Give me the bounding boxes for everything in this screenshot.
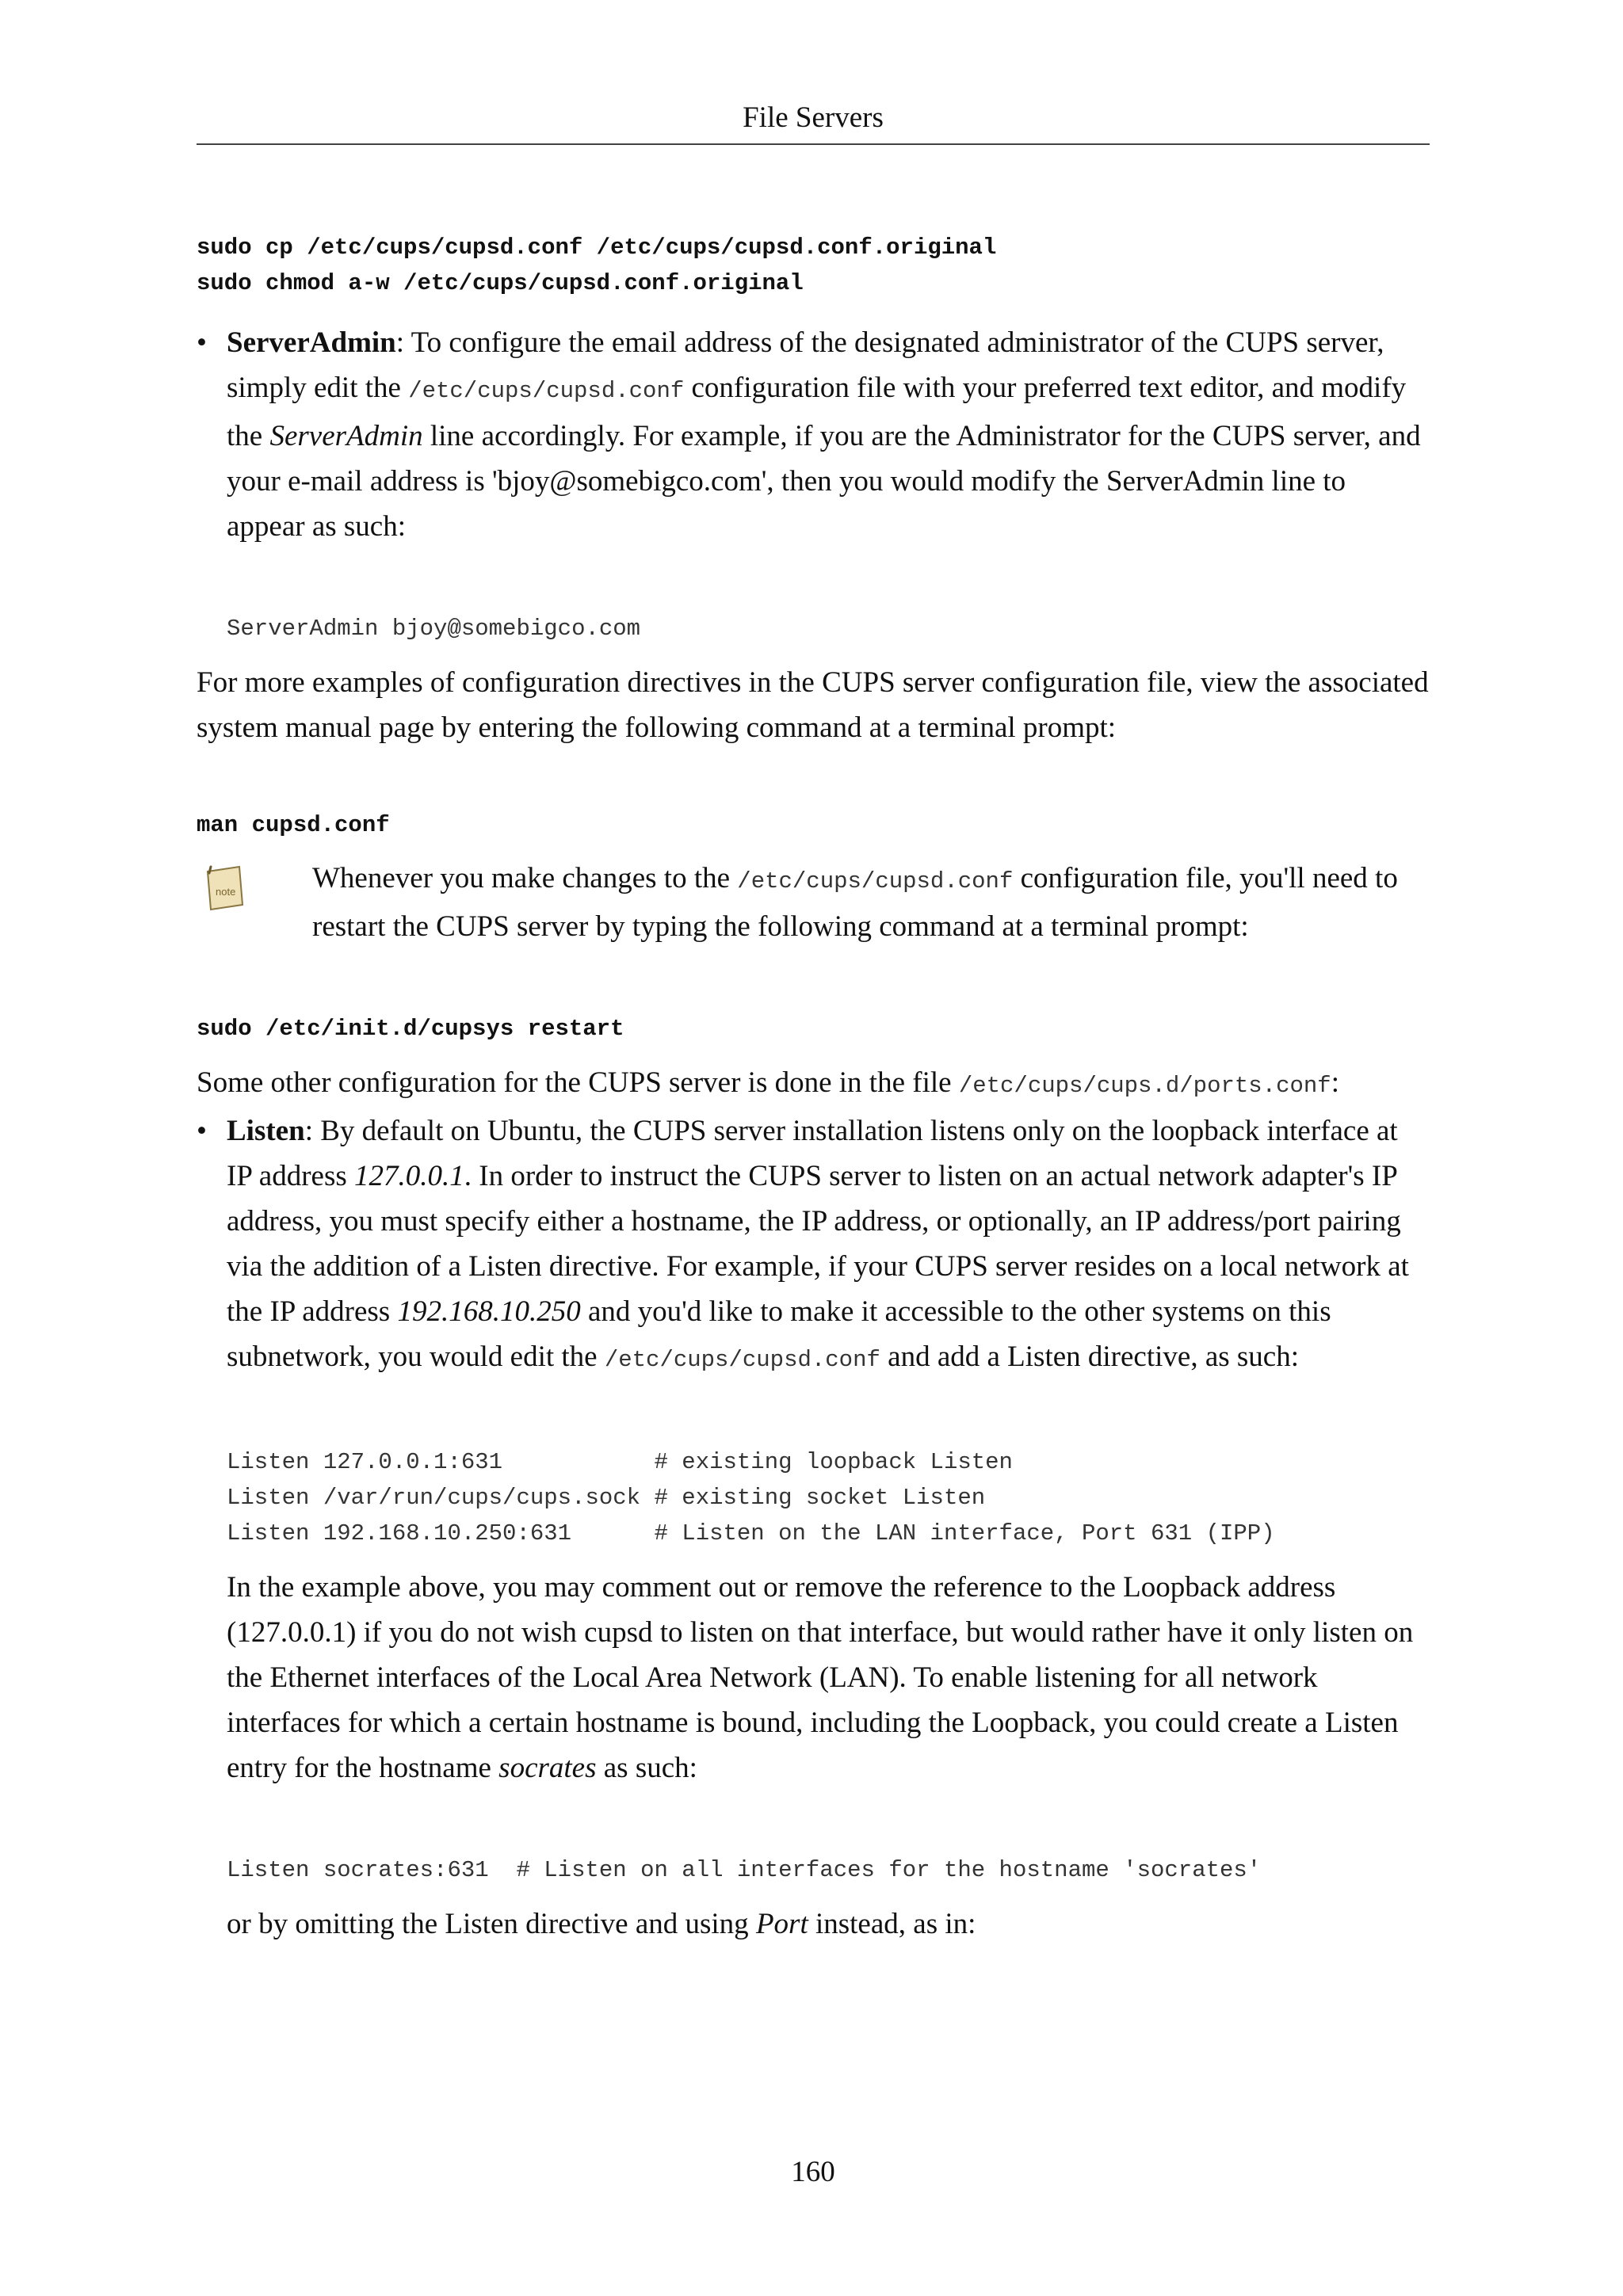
text-run: : By default on Ubuntu, the CUPS server installation listens only on the loopback interface at IP address bbox=[227, 1115, 1398, 1192]
note-text bbox=[312, 856, 1430, 949]
command-line: sudo chmod a-w /etc/cups/cupsd.conf.original bbox=[197, 270, 804, 296]
listen-hostname-code: Listen socrates:631 # Listen on all interfaces for the hostname 'socrates' bbox=[227, 1857, 1262, 1883]
restart-command: sudo /etc/init.d/cupsys restart bbox=[197, 1016, 624, 1042]
text-run: configuration file with your preferred text editor, and modify the bbox=[227, 372, 1407, 452]
text-run: In the example above, you may comment out or remove the reference to the Loopback address (127.0.0.1) if you do not wish cupsd to listen on that interface, but would rather have it only listen on the Ethernet interfaces of the Local Area Network (LAN). To enable listening for all network interfaces for which a certain hostname is bound, including the Loopback, you could create a Listen entry for the hostname bbox=[227, 1571, 1414, 1784]
text-run: : To configure the email address of the designated administrator of the CUPS server, simply edit the bbox=[227, 326, 1384, 404]
serveradmin-item bbox=[197, 320, 1430, 646]
text-run: Some other configuration for the CUPS server is done in the file bbox=[197, 1066, 959, 1099]
listen-term: Listen bbox=[227, 1115, 305, 1147]
ip-address: 127.0.0.1 bbox=[354, 1160, 464, 1192]
listen-paragraph bbox=[227, 1108, 1430, 1383]
inline-path: /etc/cups/cupsd.conf bbox=[604, 1347, 880, 1373]
text-run: line accordingly. For example, if you are the Administrator for the CUPS server, and your e-mail address is 'bjoy@somebigco.com', then you would modify the ServerAdmin line to appear as such: bbox=[227, 420, 1421, 543]
page-number: 160 bbox=[791, 2156, 835, 2188]
bullet-icon: • bbox=[197, 326, 207, 359]
note-block bbox=[197, 856, 1430, 949]
inline-path: /etc/cups/cups.d/ports.conf bbox=[958, 1073, 1331, 1099]
text-run: : bbox=[1331, 1066, 1339, 1099]
ip-address: 192.168.10.250 bbox=[397, 1295, 581, 1328]
text-run: configuration file, you'll need to restart the CUPS server by typing the following command at a terminal prompt: bbox=[312, 862, 1398, 943]
note-icon bbox=[204, 864, 247, 913]
italic-term: ServerAdmin bbox=[269, 420, 423, 452]
running-header: File Servers bbox=[743, 101, 884, 134]
backup-command-block bbox=[197, 230, 1430, 301]
code-line: Listen 127.0.0.1:631 # existing loopback Listen bbox=[227, 1449, 1013, 1475]
serveradmin-code: ServerAdmin bjoy@somebigco.com bbox=[227, 616, 641, 642]
command-line: sudo cp /etc/cups/cupsd.conf /etc/cups/cupsd.conf.original bbox=[197, 235, 997, 261]
text-run: as such: bbox=[596, 1752, 697, 1784]
listen-explanation bbox=[227, 1565, 1430, 1791]
port-paragraph bbox=[227, 1901, 1430, 1947]
text-run: or by omitting the Listen directive and using bbox=[227, 1908, 756, 1940]
bullet-icon: • bbox=[197, 1115, 207, 1147]
text-run: and add a Listen directive, as such: bbox=[880, 1341, 1299, 1373]
other-config-paragraph bbox=[197, 1060, 1430, 1108]
text-run: instead, as in: bbox=[808, 1908, 976, 1940]
text-run: . In order to instruct the CUPS server to listen on an actual network adapter's IP address, you must specify either a hostname, the IP address, or optionally, an IP address/port pairing via the addition of a Listen directive. For example, if your CUPS server resides on a local network at the IP address bbox=[227, 1160, 1409, 1328]
listen-item bbox=[197, 1108, 1430, 1947]
code-line: Listen /var/run/cups/cups.sock # existing socket Listen bbox=[227, 1485, 986, 1511]
page-content bbox=[197, 230, 1430, 1947]
inline-path: /etc/cups/cupsd.conf bbox=[408, 378, 685, 404]
text-run: and you'd like to make it accessible to the other systems on this subnetwork, you would edit the bbox=[227, 1295, 1331, 1373]
serveradmin-term: ServerAdmin bbox=[227, 326, 396, 359]
note-icon-label: note bbox=[216, 886, 236, 898]
listen-code-block bbox=[227, 1444, 1430, 1551]
man-command: man cupsd.conf bbox=[197, 812, 390, 838]
serveradmin-paragraph bbox=[227, 320, 1430, 549]
port-term: Port bbox=[755, 1908, 808, 1940]
code-line: Listen 192.168.10.250:631 # Listen on the LAN interface, Port 631 (IPP) bbox=[227, 1520, 1275, 1547]
inline-path: /etc/cups/cupsd.conf bbox=[737, 868, 1014, 894]
hostname: socrates bbox=[498, 1752, 597, 1784]
text-run: Whenever you make changes to the bbox=[312, 862, 738, 894]
more-examples-paragraph: For more examples of configuration directives in the CUPS server configuration file, view the associated system manual page by entering the following command at a terminal prompt: bbox=[197, 666, 1429, 744]
header-rule bbox=[197, 143, 1430, 145]
